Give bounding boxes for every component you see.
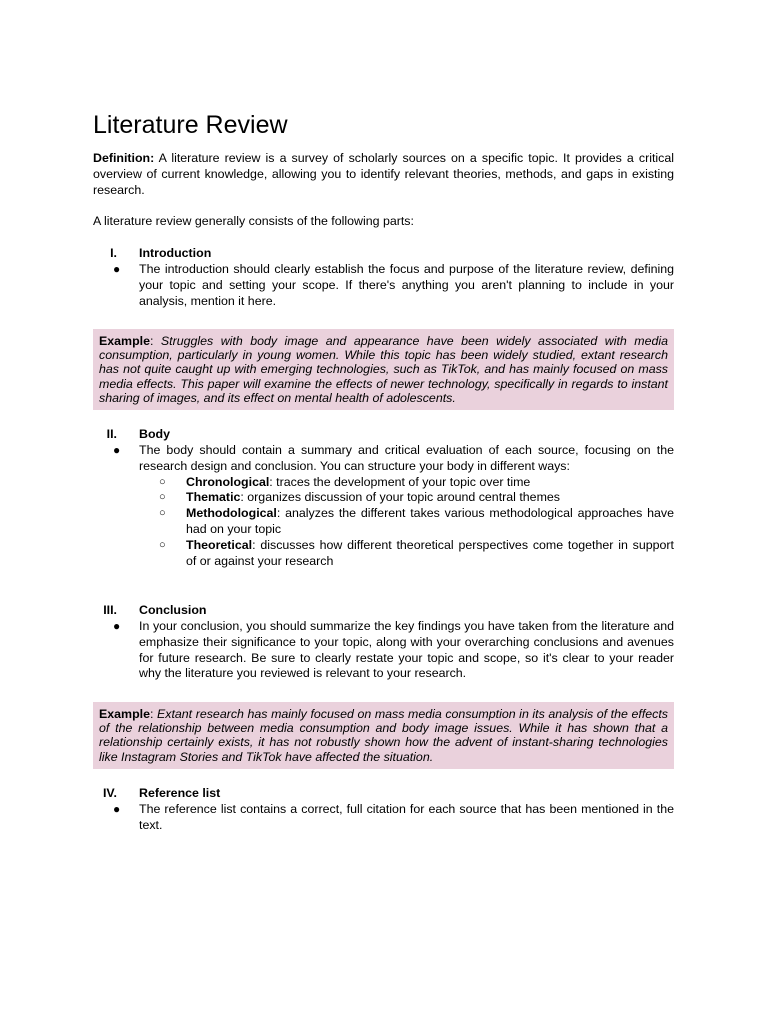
page-title: Literature Review	[93, 111, 288, 139]
bullet-text: The introduction should clearly establish the focus and purpose of the literature review, defining your topic and setting your scope. If there's anything you aren't planning to include in your analysis, mention it here.	[139, 262, 674, 308]
section-heading	[93, 246, 674, 262]
bullet-icon: ●	[113, 443, 121, 457]
list-item	[93, 619, 674, 682]
sub-item-text	[186, 506, 674, 538]
sub-item-description: : discusses how different theoretical perspectives come together in support of or against your research	[186, 537, 674, 568]
list-item	[93, 443, 674, 475]
circle-bullet-icon: ○	[159, 538, 166, 551]
section-title: Conclusion	[139, 603, 207, 617]
section-numeral: I.	[110, 246, 117, 260]
list-item	[93, 802, 674, 834]
parts-intro-text: A literature review generally consists of the following parts:	[93, 214, 414, 228]
example-text: Extant research has mainly focused on mass media consumption in its analysis of the effects of the relationship between media consumption and body image issues. While it has shown that a relationship certainly exists, it has not robustly shown how the advent of instant-sharing technologies like Instagram Stories and TikTok have affected the situation.	[99, 707, 668, 764]
circle-bullet-icon: ○	[159, 475, 166, 488]
example-box	[93, 329, 674, 410]
section-title: Introduction	[139, 246, 212, 260]
section-body	[93, 427, 674, 569]
example-colon: :	[149, 707, 157, 721]
sub-list-item	[93, 538, 674, 570]
section-numeral: IV.	[102, 786, 117, 800]
definition-paragraph	[93, 151, 674, 198]
list-item	[93, 262, 674, 309]
circle-bullet-icon: ○	[159, 491, 166, 504]
definition-text: A literature review is a survey of scholarly sources on a specific topic. It provides a critical overview of current knowledge, allowing you to identify relevant theories, methods, and gaps in existing research.	[93, 151, 674, 197]
circle-bullet-icon: ○	[159, 507, 166, 520]
sub-list-item	[93, 490, 674, 506]
example-colon: :	[149, 334, 161, 348]
section-title: Reference list	[139, 786, 221, 800]
sub-item-text	[186, 538, 674, 570]
definition-label: Definition:	[93, 151, 155, 165]
section-numeral: II.	[106, 427, 117, 441]
sub-item-term: Theoretical	[186, 537, 253, 552]
sub-item-text	[186, 475, 674, 491]
sub-item-term: Chronological	[186, 474, 270, 489]
example-text: Struggles with body image and appearance have been widely associated with media consumption, particularly in young women. While this topic has been widely studied, extant research has not quite caught up with emerging technologies, such as TikTok, and has mainly focused on mass media effects. This paper will examine the effects of newer technology, specifically in regards to instant sharing of images, and its effect on mental health of adolescents.	[99, 334, 669, 405]
bullet-icon: ●	[113, 619, 121, 633]
sub-item-term: Thematic	[186, 490, 241, 505]
example-box	[93, 702, 674, 769]
section-numeral: III.	[103, 603, 117, 617]
section-conclusion	[93, 603, 674, 682]
sub-item-term: Methodological	[186, 506, 277, 521]
sub-list-item	[93, 506, 674, 538]
section-title: Body	[139, 427, 170, 441]
sub-item-text	[186, 490, 674, 506]
bullet-icon: ●	[113, 802, 121, 816]
section-reference-list	[93, 786, 674, 834]
example-label: Example	[99, 707, 150, 721]
bullet-text: In your conclusion, you should summarize the key findings you have taken from the literature and emphasize their significance to your topic, along with your overarching conclusions and avenues for future research. Be sure to clearly restate your topic and scope, so it's clear to your reader why the literature you reviewed is relevant to your research.	[139, 619, 674, 681]
section-heading	[93, 786, 674, 802]
sub-item-description: : analyzes the different takes various methodological approaches have had on your topic	[186, 506, 674, 536]
bullet-text: The reference list contains a correct, full citation for each source that has been mentioned in the text.	[139, 802, 674, 832]
section-heading	[93, 427, 674, 443]
example-label: Example	[99, 334, 150, 348]
bullet-text: The body should contain a summary and critical evaluation of each source, focusing on the research design and conclusion. You can structure your body in different ways:	[139, 443, 674, 473]
section-heading	[93, 603, 674, 619]
sub-item-description: : organizes discussion of your topic around central themes	[240, 490, 560, 505]
sub-list-item	[93, 475, 674, 491]
bullet-icon: ●	[113, 262, 121, 276]
section-introduction	[93, 246, 674, 309]
sub-item-description: : traces the development of your topic over time	[269, 474, 531, 489]
